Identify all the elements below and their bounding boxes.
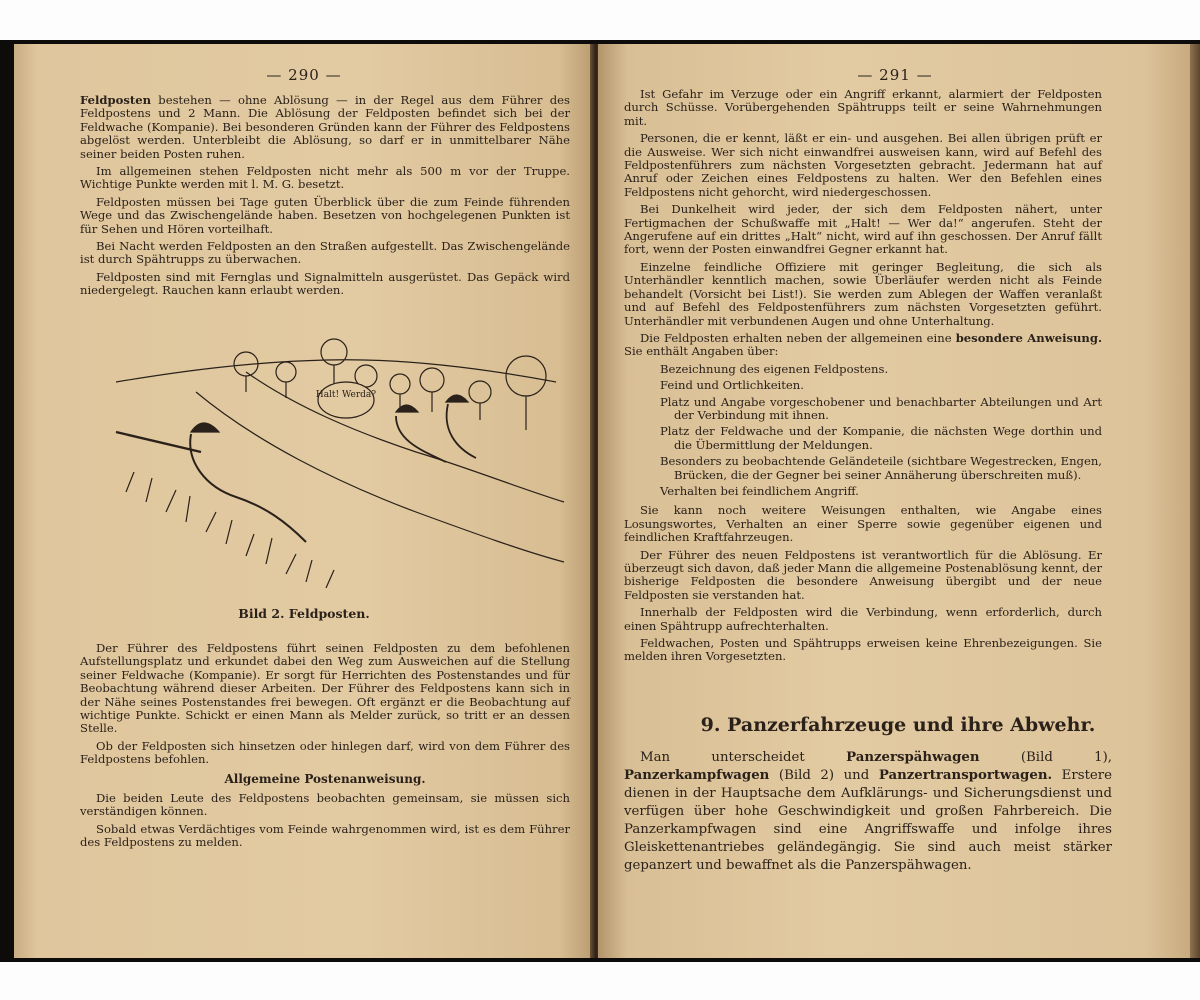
paragraph: Ist Gefahr im Verzuge oder ein Angriff erkannt, alarmiert der Feldposten durch Schüsse. Vorübergehenden Spähtrupps teilt er seine Wahrnehmungen mit. [624,87,1102,128]
paragraph: Bei Nacht werden Feldposten an den Straßen aufgestellt. Das Zwischengelände ist durch Spähtrupps zu überwachen. [80,239,570,267]
soldier-figure [446,395,476,458]
list-item: Platz und Angabe vorgeschobener und benachbarter Abteilungen und Art der Verbindung mit ihnen. [660,394,1102,422]
rifle-icon [116,432,201,452]
page-edge [1190,44,1200,958]
paragraph-text: Sie enthält Angaben über: [624,344,779,359]
paragraph-text: (Bild 2) und [769,768,879,783]
paragraph: Feldposten müssen bei Tage guten Überblick über die zum Feinde führenden Wege und das Zwischengelände haben. Besetzen von hochgelegenen Punkten ist für Sehen und Hören vorteilhaft. [80,194,570,236]
instruction-list [624,363,1102,499]
paragraph: Innerhalb der Feldposten wird die Verbindung, wenn erforderlich, durch einen Spähtrupp aufrechterhalten. [624,605,1102,633]
paragraph: Feldposten sind mit Fernglas und Signalmitteln ausgerüstet. Das Gepäck wird niedergelegt. Rauchen kann erlaubt werden. [80,269,570,298]
bold-term: Panzerkampfwagen [624,768,770,783]
paragraph-text: Man unterscheidet [640,750,847,765]
bold-term: besondere Anweisung. [955,330,1103,345]
paragraph: Bei Dunkelheit wird jeder, der sich dem Feldposten nähert, unter Fertigmachen der Schußwaffe mit „Halt! — Wer da!“ angerufen. Steht der Angerufene auf ein drittes „Halt“ nicht, wird auf ihn geschossen. Der Anruf fällt fort, wenn der Posten einwandfrei Gegner erkannt hat. [624,202,1102,257]
right-text-main [624,88,1102,668]
horizon-line [116,360,556,382]
paragraph-text: (Bild 1), [979,750,1112,765]
road-edge [196,392,564,562]
soldier-figure [116,423,306,542]
paragraph [80,94,570,161]
paragraph: Sie kann noch weitere Weisungen enthalten, wie Angabe eines Losungswortes, Verhalten an einer Sperre sowie gegenüber eigenen und feindlichen Kraftfahrzeugen. [624,503,1102,545]
paragraph: Sobald etwas Verdächtiges vom Feinde wahrgenommen wird, ist es dem Führer des Feldpostens zu melden. [80,821,570,850]
figure-caption: Bild 2. Feldposten. [238,606,370,621]
paragraph: Personen, die er kennt, läßt er ein- und ausgehen. Bei allen übrigen prüft er die Ausweise. Wer sich nicht einwandfrei ausweisen kann, wird auf Befehl des Feldpostenführers zum nächsten Vorgesetzten gebracht. Jedermann hat auf Anruf oder Zeichen eines Feldpostens zu halten. Wer den Befehlen eines Feldpostens nicht gehorcht, wird niedergeschossen. [624,131,1102,199]
field-post-illustration [96,312,566,597]
paragraph: Im allgemeinen stehen Feldposten nicht mehr als 500 m vor der Truppe. Wichtige Punkte werden mit l. M. G. besetzt. [80,164,570,192]
paragraph-text: bestehen — ohne Ablösung — in der Regel aus dem Führer des Feldpostens und 2 Mann. Die Ablösung der Feldposten befindet sich bei der Feldwache (Kompanie). Bei besonderen Gründen kann der Führer des Feldpostens abgelöst werden. Unterbleibt die Ablösung, so darf er in unmittelbarer Nähe seiner beiden Posten ruhen. [80,93,570,161]
subheading: Allgemeine Postenanweisung. [224,771,426,786]
left-page [14,44,594,958]
right-text-section [624,749,1112,879]
bold-term: Panzerspähwagen [846,750,980,765]
paragraph: Einzelne feindliche Offiziere mit geringer Begleitung, die sich als Unterhändler kenntlich machen, sowie Überläufer werden nicht als Feinde behandelt (Vorsicht bei List!). Sie werden zum Ablegen der Waffen veranlaßt und auf Befehl des Feldpostenführers zum nächsten Vorgesetzten geführt. Unterhändler mit verbundenen Augen und ohne Unterhaltung. [624,259,1102,328]
open-book [0,40,1200,962]
bold-term: Panzertransportwagen. [878,768,1053,783]
speech-text: Halt! Werda? [315,390,377,400]
list-item: Verhalten bei feindlichem Angriff. [660,483,859,498]
list-item: Feind und Ortlichkeiten. [660,378,804,393]
list-item: Besonders zu beobachtende Geländeteile (sichtbare Wegestrecken, Engen, Brücken, die der Gegner bei seiner Annäherung überschreiten muß). [660,454,1102,482]
tree-row [234,339,546,430]
paragraph: Ob der Feldposten sich hinsetzen oder hinlegen darf, wird von dem Führer des Feldpostens befohlen. [80,738,570,767]
paragraph [624,749,1112,875]
bold-lead: Feldposten [80,93,152,107]
page-number-right: — 291 — [857,66,933,84]
paragraph: Feldwachen, Posten und Spähtrupps erweisen keine Ehrenbezeigungen. Sie melden ihren Vorgesetzten. [624,636,1102,664]
section-title: 9. Panzerfahrzeuge und ihre Abwehr. [700,714,1096,736]
left-text-top [80,94,570,302]
grass [126,472,334,588]
left-text-bottom [80,642,570,854]
list-item: Platz der Feldwache und der Kompanie, die nächsten Wege dorthin und die Übermittlung der Meldungen. [660,424,1102,452]
page-number-left: — 290 — [266,66,342,84]
paragraph-text: Die Feldposten erhalten neben der allgemeinen eine [640,330,952,345]
paragraph: Die beiden Leute des Feldpostens beobachten gemeinsam, sie müssen sich verständigen können. [80,791,570,819]
paragraph: Der Führer des Feldpostens führt seinen Feldposten zu dem befohlenen Aufstellungsplatz und erkundet dabei den Weg zum Ausweichen auf die Stellung seiner Feldwache (Kompanie). Er sorgt für Herrichten des Postenstandes und für Beobachtung während dieser Arbeiten. Der Führer des Feldpostens kann sich in der Nähe seines Postenstandes frei bewegen. Oft ergänzt er die Beobachtung auf wichtige Punkte. Schickt er einen Mann als Melder zurück, so tritt er an dessen Stelle. [80,641,570,736]
right-page [598,44,1192,958]
paragraph [624,332,1102,359]
list-item: Bezeichnung des eigenen Feldpostens. [660,361,889,376]
paragraph-text: Erstere dienen in der Hauptsache dem Aufklärungs- und Sicherungsdienst und verfügen über hohe Geschwindigkeit und großen Fahrbereich. Die Panzerkampfwagen sind eine Angriffswaffe und infolge ihres Gleiskettenantriebes geländegängig. Sie sind auch meist stärker gepanzert und bewaffnet als die Panzerspähwagen. [624,768,1113,873]
speech-bubble [315,382,377,418]
paragraph: Der Führer des neuen Feldpostens ist verantwortlich für die Ablösung. Er überzeugt sich davon, daß jeder Mann die allgemeine Postenablösung kennt, der bisherige Feldposten die besondere Anweisung übergibt und der neue Feldposten sie verstanden hat. [624,547,1102,602]
